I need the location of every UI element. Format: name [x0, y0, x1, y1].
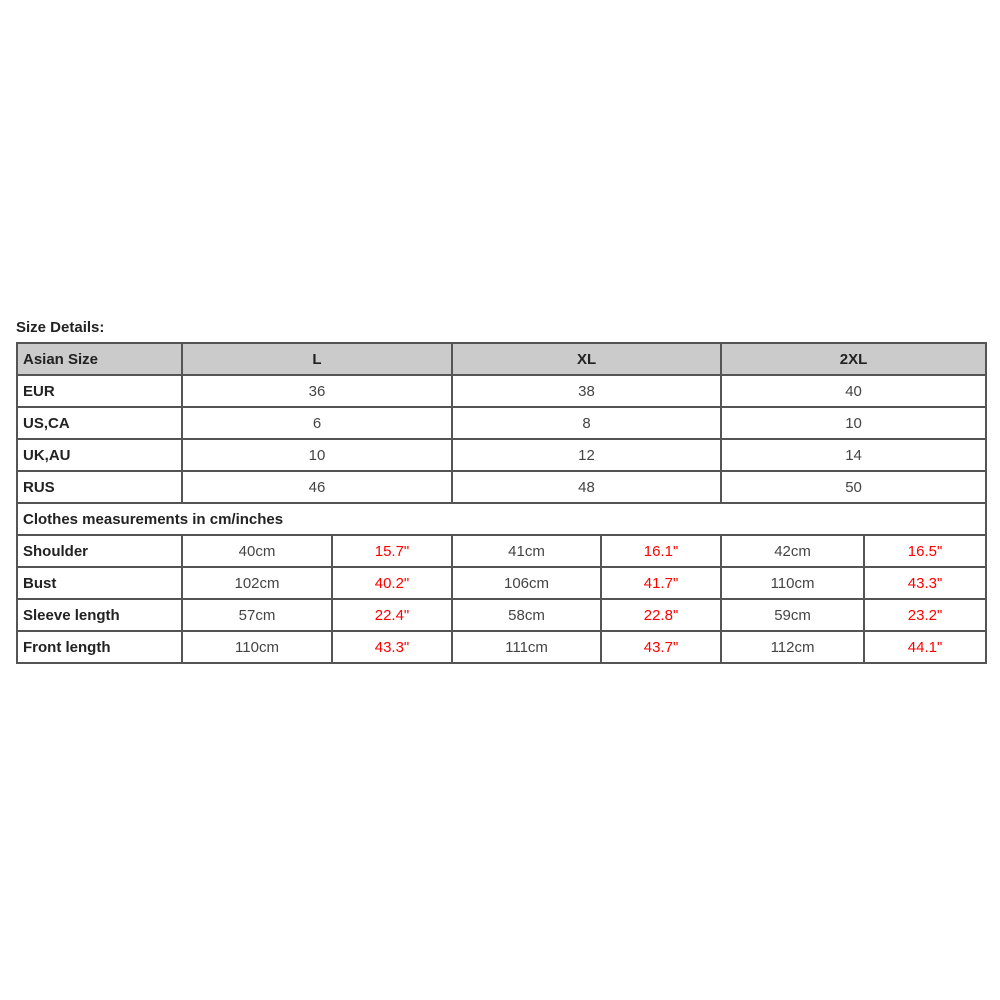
inch-value: 40.2" — [332, 567, 452, 599]
header-row — [17, 343, 986, 375]
table-row — [17, 439, 986, 471]
inch-value: 22.4" — [332, 599, 452, 631]
size-chart-table — [16, 342, 987, 664]
cm-value: 106cm — [452, 567, 601, 599]
row-label: RUS — [17, 471, 182, 503]
cm-value: 57cm — [182, 599, 332, 631]
measurements-heading-row — [17, 503, 986, 535]
size-value: 46 — [182, 471, 452, 503]
inch-value: 41.7" — [601, 567, 721, 599]
measurements-heading: Clothes measurements in cm/inches — [17, 503, 986, 535]
row-label: UK,AU — [17, 439, 182, 471]
size-header: 2XL — [721, 343, 986, 375]
size-value: 48 — [452, 471, 721, 503]
size-value: 40 — [721, 375, 986, 407]
inch-value: 43.7" — [601, 631, 721, 663]
inch-value: 23.2" — [864, 599, 986, 631]
cm-value: 110cm — [721, 567, 864, 599]
size-header: L — [182, 343, 452, 375]
table-row — [17, 567, 986, 599]
table-row — [17, 631, 986, 663]
row-label: Front length — [17, 631, 182, 663]
cm-value: 112cm — [721, 631, 864, 663]
size-value: 6 — [182, 407, 452, 439]
table-row — [17, 599, 986, 631]
cm-value: 110cm — [182, 631, 332, 663]
inch-value: 16.1" — [601, 535, 721, 567]
inch-value: 22.8" — [601, 599, 721, 631]
size-value: 12 — [452, 439, 721, 471]
table-row — [17, 535, 986, 567]
table-row — [17, 407, 986, 439]
row-label: Sleeve length — [17, 599, 182, 631]
row-label: Bust — [17, 567, 182, 599]
row-label: EUR — [17, 375, 182, 407]
size-value: 10 — [721, 407, 986, 439]
inch-value: 15.7" — [332, 535, 452, 567]
row-label: US,CA — [17, 407, 182, 439]
size-details-title: Size Details: — [16, 319, 105, 336]
cm-value: 59cm — [721, 599, 864, 631]
size-value: 50 — [721, 471, 986, 503]
row-label: Shoulder — [17, 535, 182, 567]
size-value: 14 — [721, 439, 986, 471]
header-label: Asian Size — [17, 343, 182, 375]
table-row — [17, 471, 986, 503]
cm-value: 40cm — [182, 535, 332, 567]
inch-value: 43.3" — [332, 631, 452, 663]
cm-value: 42cm — [721, 535, 864, 567]
table-row — [17, 375, 986, 407]
size-value: 36 — [182, 375, 452, 407]
cm-value: 102cm — [182, 567, 332, 599]
inch-value: 16.5" — [864, 535, 986, 567]
size-header: XL — [452, 343, 721, 375]
inch-value: 43.3" — [864, 567, 986, 599]
size-value: 38 — [452, 375, 721, 407]
cm-value: 58cm — [452, 599, 601, 631]
cm-value: 41cm — [452, 535, 601, 567]
size-value: 8 — [452, 407, 721, 439]
inch-value: 44.1" — [864, 631, 986, 663]
cm-value: 111cm — [452, 631, 601, 663]
size-value: 10 — [182, 439, 452, 471]
